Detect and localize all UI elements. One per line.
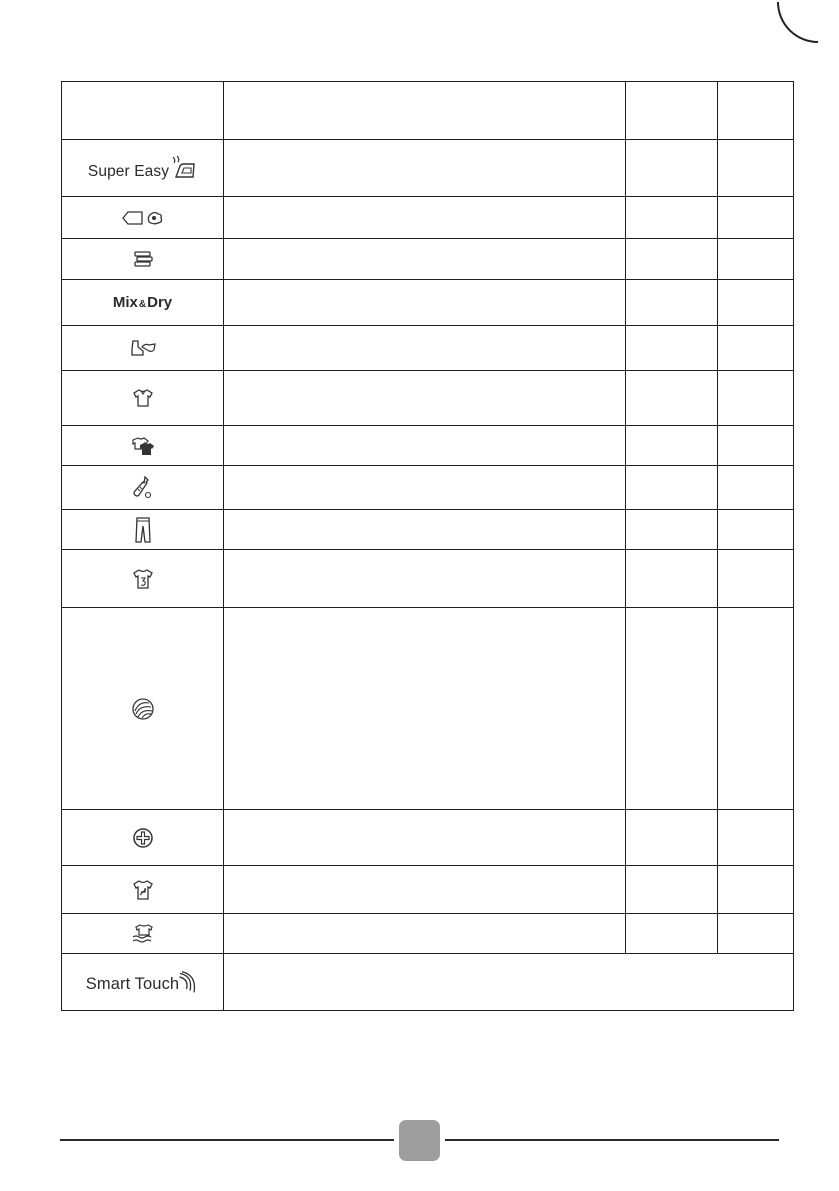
value-cell: [718, 914, 794, 954]
footer-rule-right: [445, 1139, 779, 1141]
programme-cell: [62, 608, 224, 810]
shirt-icon: [132, 388, 154, 408]
description-cell: [224, 197, 626, 239]
description-cell: [224, 426, 626, 466]
description-cell: [224, 810, 626, 866]
value-cell: [718, 239, 794, 280]
value-cell: [718, 866, 794, 914]
description-cell: [224, 608, 626, 810]
description-cell: [224, 550, 626, 608]
description-cell: [224, 280, 626, 326]
description-cell: [224, 866, 626, 914]
value-cell: [626, 608, 718, 810]
header-cell-col3: [626, 82, 718, 140]
value-cell: [718, 140, 794, 197]
table-header-row: [62, 82, 794, 140]
value-cell: [626, 914, 718, 954]
programme-cell: [62, 810, 224, 866]
shirt-drying-icon: [132, 879, 154, 901]
value-cell: [626, 239, 718, 280]
description-cell: [224, 466, 626, 510]
description-cell: [224, 510, 626, 550]
programme-cell: [62, 197, 224, 239]
jeans-icon: [133, 516, 153, 544]
rapid-wash-shirt-icon: [130, 923, 156, 945]
table-row: [62, 371, 794, 426]
programme-cell: [62, 371, 224, 426]
hygiene-plus-icon: [131, 826, 155, 850]
programme-cell: [62, 326, 224, 371]
smart-touch-nfc-icon: [179, 970, 199, 994]
super-easy-iron-icon: [169, 155, 197, 181]
value-cell: [626, 280, 718, 326]
table-row: [62, 140, 794, 197]
value-cell: [718, 197, 794, 239]
table-row: [62, 197, 794, 239]
table-row: [62, 426, 794, 466]
description-cell: [224, 326, 626, 371]
programme-cell: [62, 140, 224, 197]
table-row: [62, 954, 794, 1011]
value-cell: [626, 810, 718, 866]
corner-mark: [776, 0, 836, 44]
description-cell: [224, 140, 626, 197]
label-stain-icon: [120, 209, 166, 227]
table-row: [62, 866, 794, 914]
value-cell: [626, 140, 718, 197]
mix-and-dry-icon: Mix&Dry: [112, 293, 173, 311]
shirt-number-3-icon: [132, 568, 154, 590]
table-row: [62, 550, 794, 608]
programme-cell: [62, 426, 224, 466]
baby-bottle-icon: [132, 475, 154, 501]
value-cell: [626, 326, 718, 371]
table-row: [62, 810, 794, 866]
value-cell: [626, 550, 718, 608]
value-cell: [626, 197, 718, 239]
value-cell: [626, 426, 718, 466]
description-cell: [224, 914, 626, 954]
programme-cell: [62, 466, 224, 510]
header-cell-programme: [62, 82, 224, 140]
description-cell: [224, 239, 626, 280]
table-row: [62, 608, 794, 810]
table-row: [62, 280, 794, 326]
value-cell: [718, 510, 794, 550]
header-cell-description: [224, 82, 626, 140]
sports-shoe-icon: [129, 338, 157, 358]
value-cell: [626, 466, 718, 510]
value-cell: [718, 466, 794, 510]
table-row: [62, 914, 794, 954]
stacked-towels-icon: [132, 249, 154, 269]
description-cell: [224, 954, 794, 1011]
wool-icon: [131, 697, 155, 721]
value-cell: [626, 866, 718, 914]
programme-cell: [62, 550, 224, 608]
programme-table: [61, 81, 794, 1011]
programme-cell: [62, 866, 224, 914]
super-easy-logo: Super Easy: [88, 155, 197, 181]
table-row: [62, 326, 794, 371]
value-cell: [718, 326, 794, 371]
programme-cell: [62, 954, 224, 1011]
programme-cell: [62, 239, 224, 280]
value-cell: [626, 371, 718, 426]
header-cell-col4: [718, 82, 794, 140]
value-cell: [626, 510, 718, 550]
value-cell: [718, 608, 794, 810]
table-row: [62, 510, 794, 550]
description-cell: [224, 371, 626, 426]
programme-cell: [62, 280, 224, 326]
value-cell: [718, 371, 794, 426]
value-cell: [718, 426, 794, 466]
programme-cell: [62, 510, 224, 550]
programme-cell: [62, 914, 224, 954]
smart-touch-logo: Smart Touch: [86, 970, 199, 994]
page-number-badge: [399, 1120, 440, 1161]
footer-rule-left: [60, 1139, 394, 1141]
mixed-colours-icon: [130, 435, 156, 457]
value-cell: [718, 550, 794, 608]
table-row: [62, 466, 794, 510]
value-cell: [718, 280, 794, 326]
value-cell: [718, 810, 794, 866]
table-row: [62, 239, 794, 280]
